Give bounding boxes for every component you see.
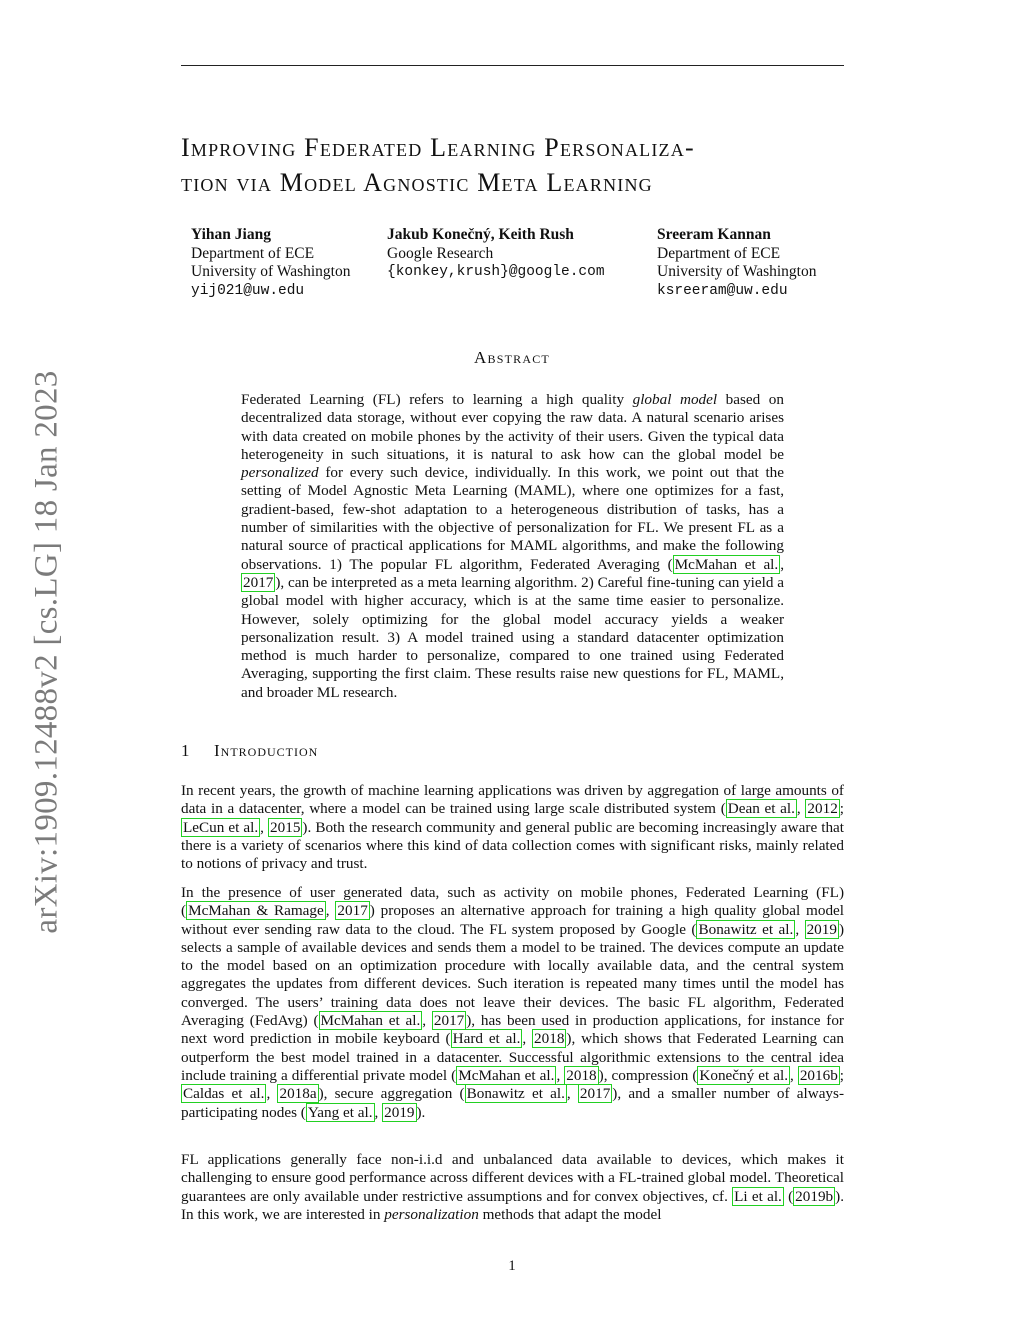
citation-link[interactable]: 2015 [270, 818, 301, 836]
abstract-text: Federated Learning (FL) refers to learning a high quality global model based on decentralized data storage, without ever copying the raw data. A natural scenario arises with data created on mobile phones by the activity of their users. Given the typical data heterogeneity in such situations, it is natural to ask how can the global model be personalized for every such device, individually. In this work, we point out that the setting of Model Agnostic Meta Learning (MAML), where one optimizes for a fast, gradient-based, few-shot adaptation to a heterogeneous distribution of tasks, has a number of similarities with the objective of personalization for FL. We present FL as a natural source of practical applications for MAML algorithms, and make the following observations. 1) The popular FL algorithm, Federated Averaging ( McMahan et al. , 2017 ), can be interpreted as a meta learning algorithm. 2) Careful fine-tuning can yield a global model with higher accuracy, which is at the same time easier to personalize. However, solely optimizing for the global model accuracy yields a weaker personalization result. 3) A model trained using a standard datacenter optimization method is much harder to personalize, compared to one trained using Federated Averaging, supporting the first claim. These results raise new questions for FL, MAML, and broader ML research. [241, 391, 784, 701]
citation-link[interactable]: McMahan et al. [674, 555, 779, 573]
citation-link[interactable]: Konečný et al. [699, 1066, 788, 1084]
citation-link[interactable]: 2017 [337, 902, 368, 920]
citation-link[interactable]: 2016b [799, 1066, 838, 1084]
author-email: {konkey,krush}@google.com [387, 264, 605, 280]
citation-link[interactable]: Bonawitz et al. [698, 920, 794, 938]
citation-link[interactable]: Li et al. [734, 1187, 782, 1205]
citation-link[interactable]: 2019b [795, 1187, 834, 1205]
author-affiliation: Department of ECE [191, 244, 315, 262]
section-heading [181, 741, 318, 761]
author-affiliation: University of Washington [657, 263, 817, 280]
citation-link[interactable]: 2017 [579, 1085, 611, 1103]
title-line: tion via Model Agnostic Meta Learning [181, 168, 653, 197]
citation-link[interactable]: McMahan et al. [458, 1066, 555, 1084]
citation-link[interactable]: 2018 [566, 1066, 597, 1084]
author-name: Jakub Konečný, Keith Rush [387, 226, 574, 243]
citation-link[interactable]: LeCun et al. [183, 818, 259, 836]
citation-link[interactable]: Yang et al. [307, 1103, 373, 1121]
arxiv-identifier: arXiv:1909.12488v2 [cs.LG] 18 Jan 2023 [28, 370, 65, 934]
citation-link[interactable]: 2017 [243, 573, 274, 591]
author-name: Yihan Jiang [191, 226, 271, 243]
section-title: Introduction [214, 741, 319, 760]
citation-link[interactable]: McMahan et al. [320, 1012, 421, 1030]
author-block [191, 226, 350, 300]
author-block [657, 226, 816, 300]
section-number: 1 [181, 741, 191, 760]
citation-link[interactable]: 2018 [534, 1030, 565, 1048]
top-rule [181, 65, 844, 66]
author-email: ksreeram@uw.edu [657, 282, 788, 299]
citation-link[interactable]: 2018a [279, 1085, 317, 1103]
paragraph: In recent years, the growth of machine learning applications was driven by aggregation of large amounts of data in a datacenter, where a model can be trained using large scale distributed system ( Dean et al. , 2012 ; LeCun et al. , 2015 ). Both the research community and general public are becoming increasingly aware that there is a variety of scenarios where this kind of data collection comes with significant risks, mainly related to notions of privacy and trust. [181, 782, 845, 873]
author-email: yij021@uw.edu [191, 282, 305, 299]
citation-link[interactable]: Bonawitz et al. [466, 1085, 565, 1103]
title-line: Improving Federated Learning Personaliza- [181, 133, 695, 162]
citation-link[interactable]: 2012 [807, 800, 838, 818]
paragraph: In the presence of user generated data, such as activity on mobile phones, Federated Learning (FL) ( McMahan & Ramage , 2017 ) proposes an alternative approach for training a high quality global model without ever sending raw data to the cloud. The FL system proposed by Google ( Bonawitz et al. , 2019 ) selects a sample of available devices and sends them a model to be trained. The devices compute an update to the model based on an optimization procedure with locally available data, and the central system aggregates the updates from different devices. Such iteration is repeated many times until the model has converged. The users’ training data does not leave their devices. The basic FL algorithm, Federated Averaging (FedAvg) ( McMahan et al. , 2017 ), has been used in production applications, for instance for next word prediction in mobile keyboard ( Hard et al. , 2018 ), which shows that Federated Learning can outperform the best model trained in a datacenter. Successful algorithmic extensions to the central idea include training a differential private model ( McMahan et al. , 2018 ), compression ( Konečný et al. , 2016b ; Caldas et al. , 2018a ), secure aggregation ( Bonawitz et al. , 2017 ), and a smaller number of always-participating nodes ( Yang et al. , 2019 ). [181, 884, 845, 1121]
author-name: Sreeram Kannan [657, 226, 771, 243]
citation-link[interactable]: Dean et al. [727, 800, 795, 818]
author-affiliation: Department of ECE [657, 244, 781, 262]
citation-link[interactable]: Caldas et al. [183, 1085, 265, 1103]
author-block [387, 226, 605, 282]
paragraph: FL applications generally face non-i.i.d and unbalanced data available to devices, which makes it challenging to ensure good performance across different devices with a FL-trained global model. Theoretical guarantees are only available under restrictive assumptions and for convex objectives, cf. Li et al. ( 2019b ). In this work, we are interested in personalization methods that adapt the model [181, 1151, 844, 1223]
abstract-heading: Abstract [474, 348, 550, 367]
citation-link[interactable]: McMahan & Ramage [188, 902, 324, 920]
author-affiliation: University of Washington [191, 263, 351, 280]
citation-link[interactable]: Hard et al. [452, 1030, 521, 1048]
page-number: 1 [508, 1258, 516, 1274]
paper-title [181, 130, 861, 200]
citation-link[interactable]: 2019 [384, 1103, 415, 1121]
citation-link[interactable]: 2019 [806, 920, 837, 938]
citation-link[interactable]: 2017 [433, 1012, 465, 1030]
author-affiliation: Google Research [387, 244, 494, 262]
